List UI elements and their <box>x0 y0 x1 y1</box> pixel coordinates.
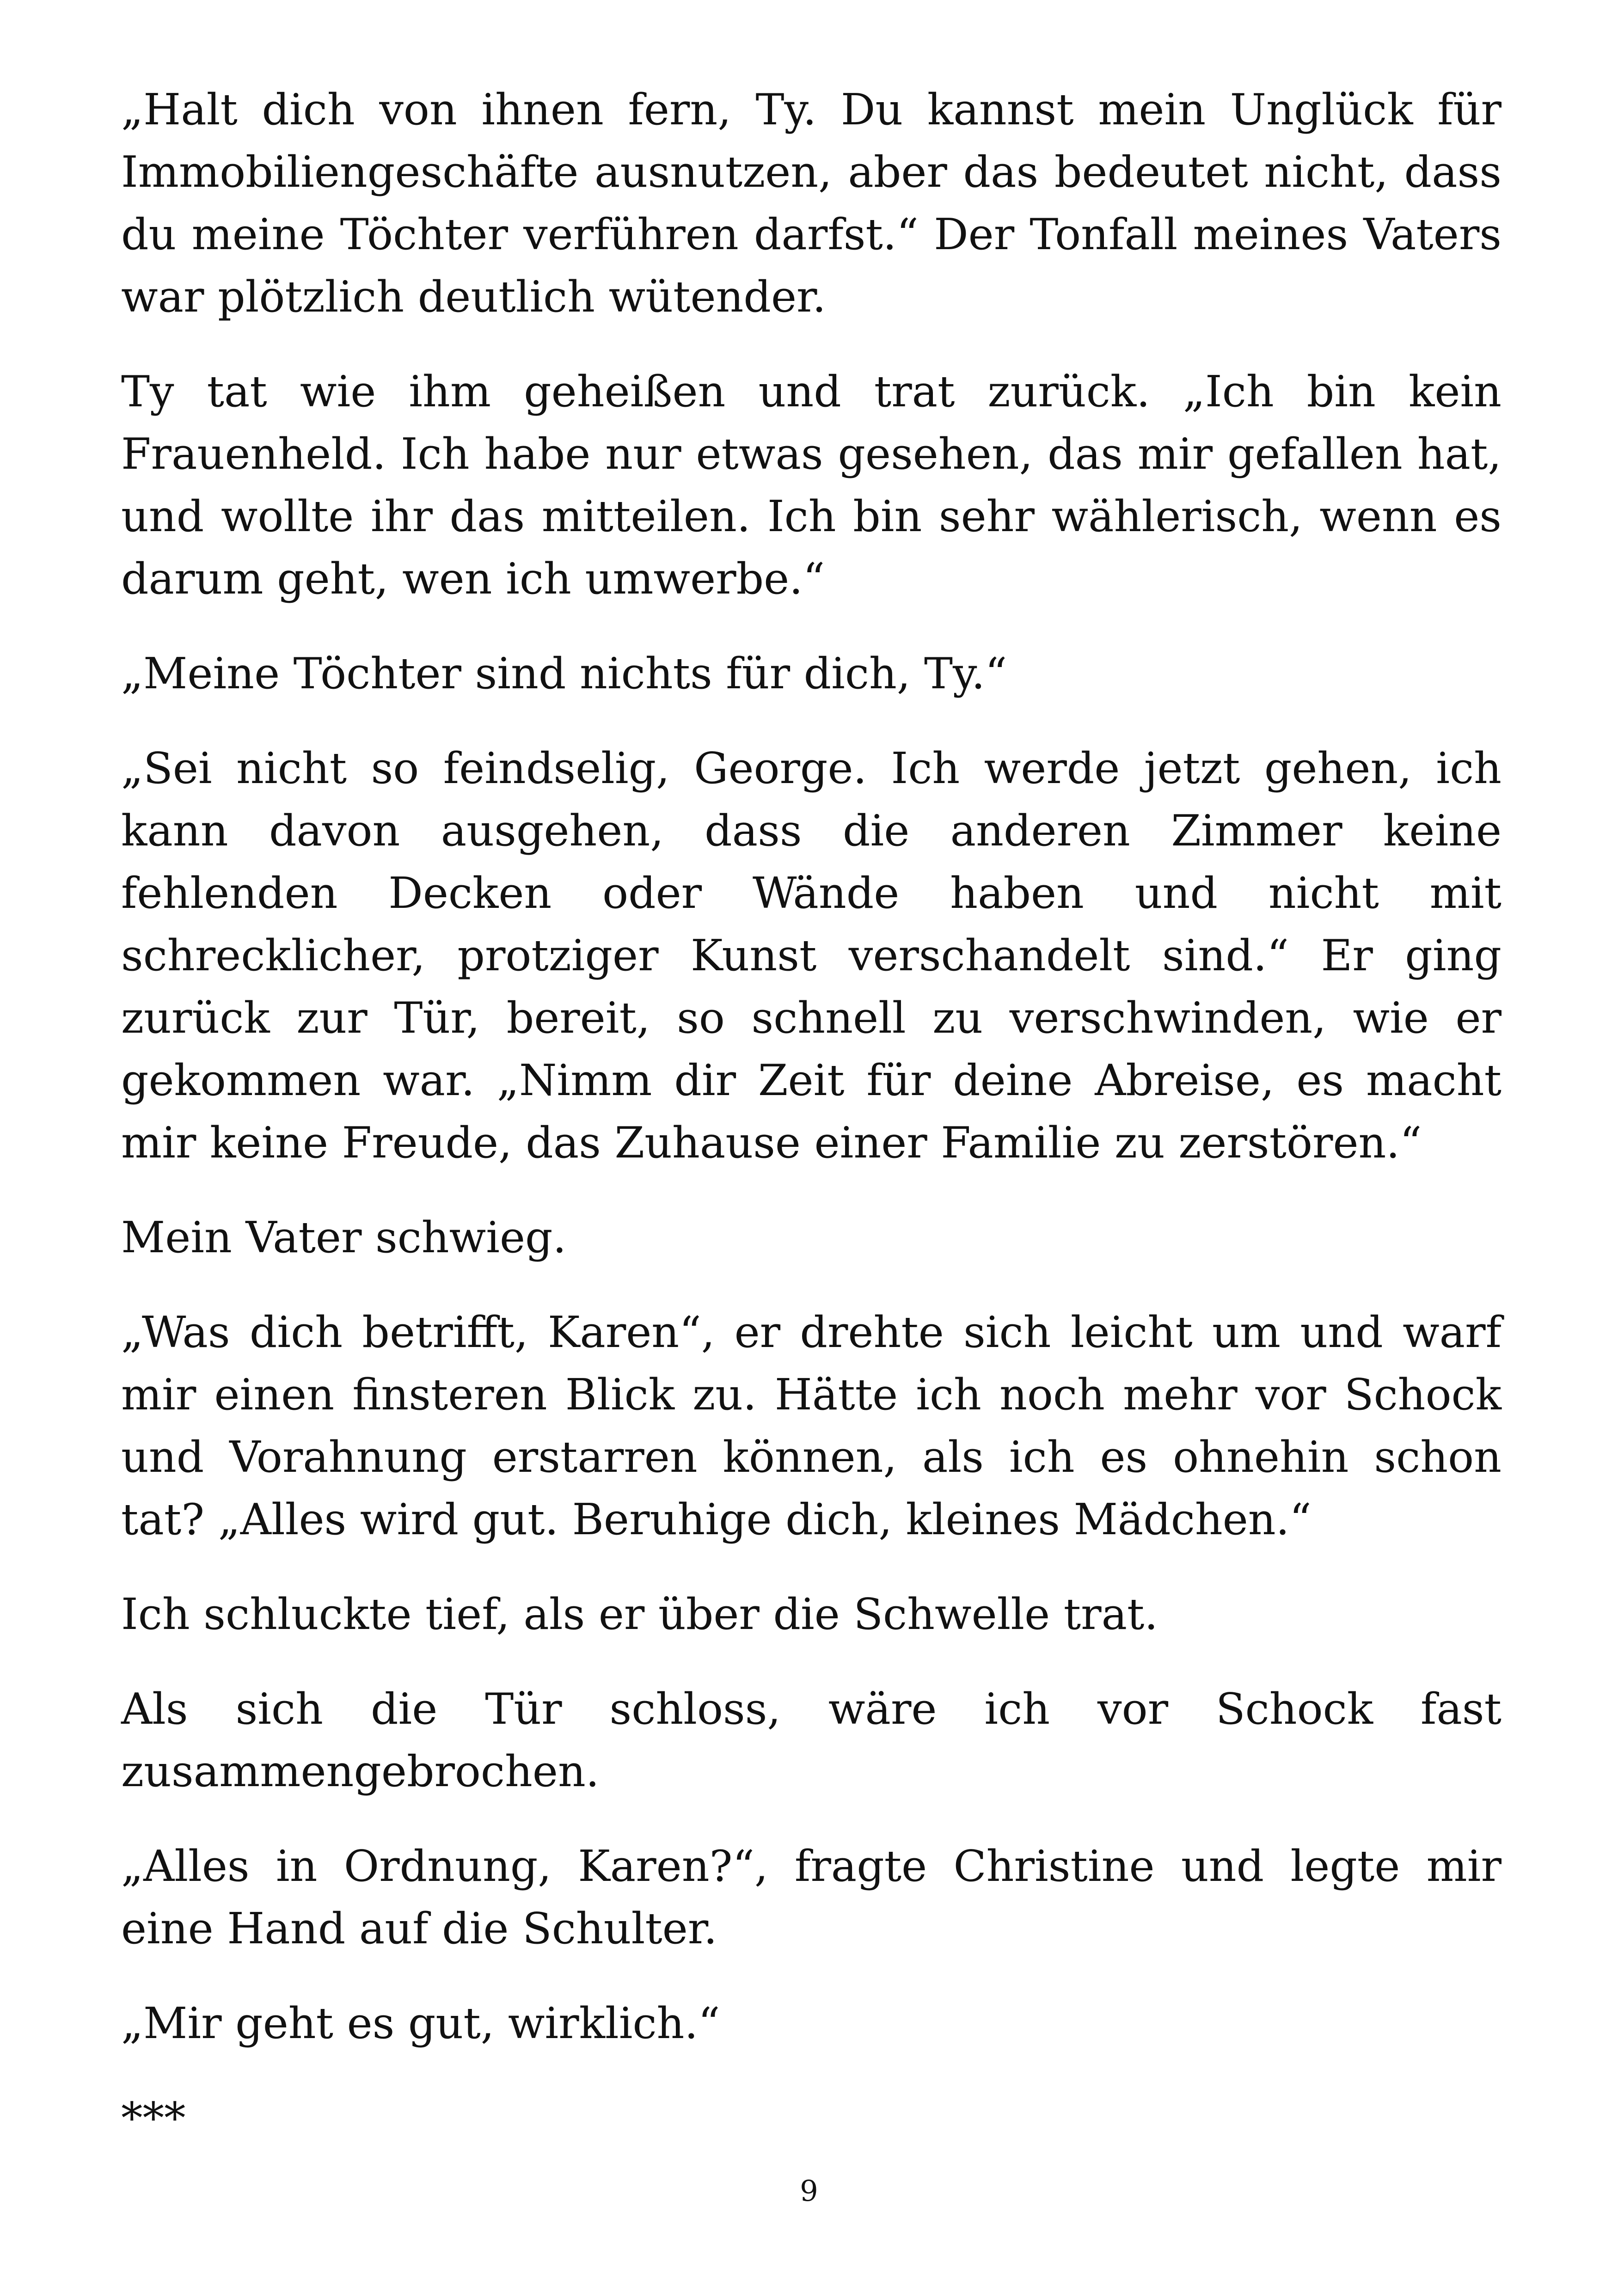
paragraph: Ty tat wie ihm geheißen und trat zurück. „Ich bin kein Frauenheld. Ich habe nur etwas gesehen, das mir gefallen hat, und wollte ihr das mitteilen. Ich bin sehr wählerisch, wenn es darum geht, wen ich umwerbe.“ <box>121 367 1502 604</box>
paragraph: Mein Vater schwieg. <box>121 1212 567 1262</box>
paragraph: Ich schluckte tief, als er über die Schwelle trat. <box>121 1589 1158 1639</box>
paragraph: Als sich die Tür schloss, wäre ich vor Schock fast zusammengebrochen. <box>121 1684 1502 1796</box>
paragraph: „Halt dich von ihnen fern, Ty. Du kannst mein Unglück für Immobiliengeschäfte ausnutzen, aber das bedeutet nicht, dass du meine Töchter verführen darfst.“ Der Tonfall meines Vaters war plötzlich deutlich wütender. <box>121 85 1502 322</box>
paragraph: „Mir geht es gut, wirklich.“ <box>121 1998 720 2048</box>
paragraph: „Meine Töchter sind nichts für dich, Ty.“ <box>121 649 1007 698</box>
page-number: 9 <box>800 2174 818 2208</box>
body-text <box>121 79 1502 2182</box>
section-break: *** <box>121 2093 186 2143</box>
paragraph: „Sei nicht so feindselig, George. Ich werde jetzt gehen, ich kann davon ausgehen, dass die anderen Zimmer keine fehlenden Decken oder Wände haben und nicht mit schrecklicher, protziger Kunst verschandelt sind.“ Er ging zurück zur Tür, bereit, so schnell zu verschwinden, wie er gekommen war. „Nimm dir Zeit für deine Abreise, es macht mir keine Freude, das Zuhause einer Familie zu zerstören.“ <box>121 743 1502 1168</box>
paragraph: „Alles in Ordnung, Karen?“, fragte Christine und legte mir eine Hand auf die Schulter. <box>121 1841 1502 1953</box>
paragraph: „Was dich betrifft, Karen“, er drehte sich leicht um und warf mir einen finsteren Blick zu. Hätte ich noch mehr vor Schock und Vorahnung erstarren können, als ich es ohnehin schon tat? „Alles wird gut. Beruhige dich, kleines Mädchen.“ <box>121 1307 1502 1544</box>
